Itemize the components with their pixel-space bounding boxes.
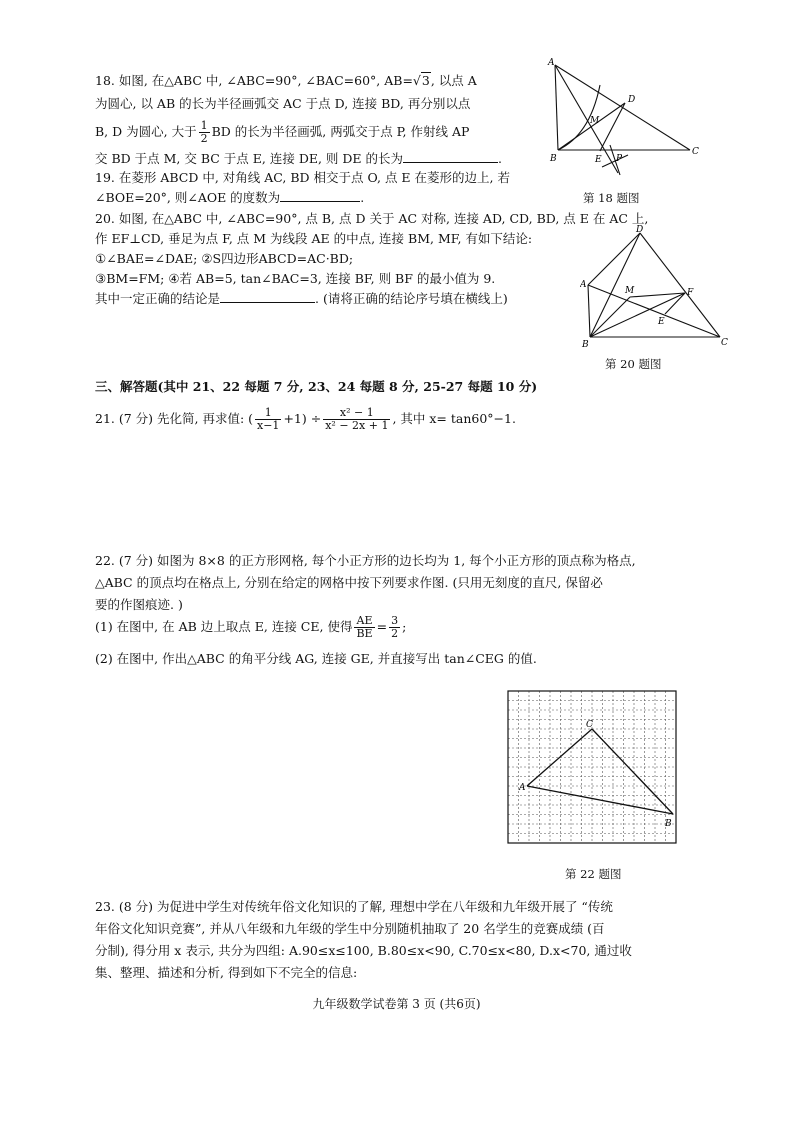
fig18-label-B: B bbox=[550, 154, 557, 164]
frac-den: x² − 2x + 1 bbox=[325, 419, 389, 432]
q18-l3-b: BD 的长为半径画弧, 两弧交于点 P, 作射线 AP bbox=[211, 124, 470, 139]
q22-part-1 bbox=[95, 612, 406, 642]
q20-line-2: 作 EF⊥CD, 垂足为点 F, 点 M 为线段 AE 的中点, 连接 BM, MF, 有如下结论: bbox=[95, 231, 533, 246]
frac-num: 1 bbox=[200, 119, 208, 132]
frac-den: BE bbox=[356, 627, 373, 640]
q21-text-b: +1) ÷ bbox=[283, 411, 322, 426]
fig20-seg-AB bbox=[588, 285, 590, 337]
fig18-seg-DE bbox=[600, 103, 625, 151]
fig18-label-E: E bbox=[595, 155, 602, 165]
fig20-label-A: A bbox=[580, 280, 587, 290]
q18-text-a: 18. 如图, 在△ABC 中, ∠ABC=90°, ∠BAC=60°, AB= bbox=[95, 73, 413, 88]
fig20-label-M: M bbox=[625, 286, 635, 296]
fig18-caption: 第 18 题图 bbox=[583, 191, 640, 205]
q20-line-3: ①∠BAE=∠DAE; ②S四边形ABCD=AC·BD; bbox=[95, 251, 354, 266]
q18-half-fraction bbox=[199, 120, 210, 145]
frac-num: 1 bbox=[255, 407, 281, 420]
fig20-label-B: B bbox=[582, 340, 589, 350]
figure-20 bbox=[580, 225, 730, 350]
sqrt-symbol: √ bbox=[412, 73, 421, 88]
q20-l5-a: 其中一定正确的结论是 bbox=[95, 291, 221, 306]
q22-ratio-fraction bbox=[354, 615, 374, 640]
fig20-label-C: C bbox=[721, 338, 728, 348]
fig20-label-D: D bbox=[636, 225, 644, 235]
q18-line-3 bbox=[95, 120, 469, 145]
q23-line-2: 年俗文化知识竞赛”, 并从八年级和九年级的学生中分别随机抽取了 20 名学生的竞赛成绩 (百 bbox=[95, 921, 605, 936]
q18-text-b: , 以点 A bbox=[430, 73, 477, 88]
q18-line-4: 交 BD 于点 M, 交 BC 于点 E, 连接 DE, 则 DE 的长为 . bbox=[95, 151, 502, 166]
figure-18 bbox=[540, 55, 710, 185]
fig18-label-A: A bbox=[548, 58, 555, 68]
fig20-seg-AD bbox=[588, 233, 640, 285]
fig22-label-C: C bbox=[586, 720, 593, 730]
q18-answer-blank[interactable] bbox=[403, 150, 498, 163]
q21-text-a: 21. (7 分) 先化简, 再求值: ( bbox=[95, 411, 254, 426]
fig18-seg-AB bbox=[555, 65, 558, 150]
page-footer: 九年级数学试卷第 3 页 (共6页) bbox=[312, 997, 481, 1011]
frac-den: x−1 bbox=[257, 419, 280, 432]
fig22-grid bbox=[508, 691, 676, 843]
frac-num: 3 bbox=[391, 614, 399, 627]
q18-l4-text: 交 BD 于点 M, 交 BC 于点 E, 连接 DE, 则 DE 的长为 bbox=[95, 151, 404, 166]
fig22-label-A: A bbox=[519, 783, 526, 793]
q21-fraction-2 bbox=[323, 407, 390, 432]
q23-line-1: 23. (8 分) 为促进中学生对传统年俗文化知识的了解, 理想中学在八年级和九年级开展了 “传统 bbox=[95, 899, 613, 914]
fig18-label-P: P bbox=[616, 154, 623, 164]
q20-line-1: 20. 如图, 在△ABC 中, ∠ABC=90°, 点 B, 点 D 关于 AC 对称, 连接 AD, CD, BD, 点 E 在 AC 上, bbox=[95, 211, 649, 226]
fig22-label-B: B bbox=[665, 819, 672, 829]
q22-line-1: 22. (7 分) 如图为 8×8 的正方形网格, 每个小正方形的边长均为 1, 每个小正方形的顶点称为格点, bbox=[95, 553, 636, 568]
fig18-label-D: D bbox=[628, 95, 636, 105]
q23-line-4: 集、整理、描述和分析, 得到如下不完全的信息: bbox=[95, 965, 358, 980]
q20-l5-b: . (请将正确的结论序号填在横线上) bbox=[315, 291, 508, 306]
q18-line-2: 为圆心, 以 AB 的长为半径画弧交 AC 于点 D, 连接 BD, 再分别以点 bbox=[95, 96, 471, 111]
q18-line-1 bbox=[95, 72, 477, 90]
q22-value-fraction bbox=[389, 615, 400, 640]
fig20-seg-BM bbox=[590, 297, 630, 337]
q20-line-5 bbox=[95, 290, 508, 308]
q20-answer-blank[interactable] bbox=[220, 290, 315, 303]
q20-line-4: ③BM=FM; ④若 AB=5, tan∠BAC=3, 连接 BF, 则 BF 的最小值为 9. bbox=[95, 271, 496, 286]
q22-p1-text: (1) 在图中, 在 AB 边上取点 E, 连接 CE, 使得 bbox=[95, 619, 353, 634]
fig20-caption: 第 20 题图 bbox=[605, 357, 662, 371]
fig20-seg-BD bbox=[590, 233, 640, 337]
frac-num: x² − 1 bbox=[323, 407, 390, 420]
frac-num: AE bbox=[354, 615, 374, 628]
fig20-seg-EF bbox=[665, 293, 685, 314]
q21-fraction-1 bbox=[255, 407, 281, 432]
q18-sqrt-value: 3 bbox=[421, 73, 430, 88]
q22-p1-end: ; bbox=[402, 619, 407, 634]
q18-l3-a: B, D 为圆心, 大于 bbox=[95, 124, 197, 139]
q19-answer-blank[interactable] bbox=[280, 189, 360, 202]
q19-line-1: 19. 在菱形 ABCD 中, 对角线 AC, BD 相交于点 O, 点 E 在菱形的边上, 若 bbox=[95, 170, 510, 185]
section-3-header: 三、解答题(其中 21、22 每题 7 分, 23、24 每题 8 分, 25-27 每题 10 分) bbox=[95, 379, 538, 394]
q21-line bbox=[95, 404, 516, 434]
fig20-label-E: E bbox=[658, 317, 665, 327]
q19-line-2: ∠BOE=20°, 则∠AOE 的度数为 . bbox=[95, 190, 365, 205]
figure-22 bbox=[500, 683, 690, 863]
frac-den: 2 bbox=[200, 132, 208, 145]
fig18-label-C: C bbox=[692, 147, 699, 157]
q19-l2-text: ∠BOE=20°, 则∠AOE 的度数为 bbox=[95, 190, 281, 205]
q22-part-2: (2) 在图中, 作出△ABC 的角平分线 AG, 连接 GE, 并直接写出 tan∠CEG 的值. bbox=[95, 651, 537, 666]
fig22-caption: 第 22 题图 bbox=[565, 867, 622, 881]
q22-line-3: 要的作图痕迹. ) bbox=[95, 597, 183, 612]
q22-line-2: △ABC 的顶点均在格点上, 分别在给定的网格中按下列要求作图. (只用无刻度的直尺, 保留必 bbox=[95, 575, 603, 590]
fig18-ray-AP bbox=[555, 65, 618, 173]
fig20-label-F: F bbox=[687, 288, 694, 298]
q22-eq-sign: = bbox=[376, 619, 388, 634]
fig20-seg-BF bbox=[590, 293, 685, 337]
fig18-label-M: M bbox=[590, 116, 600, 126]
q21-text-c: , 其中 x= tan60°−1. bbox=[392, 411, 516, 426]
frac-den: 2 bbox=[391, 627, 399, 640]
q23-line-3: 分制), 得分用 x 表示, 共分为四组: A.90≤x≤100, B.80≤x<90, C.70≤x<80, D.x<70, 通过收 bbox=[95, 943, 632, 958]
